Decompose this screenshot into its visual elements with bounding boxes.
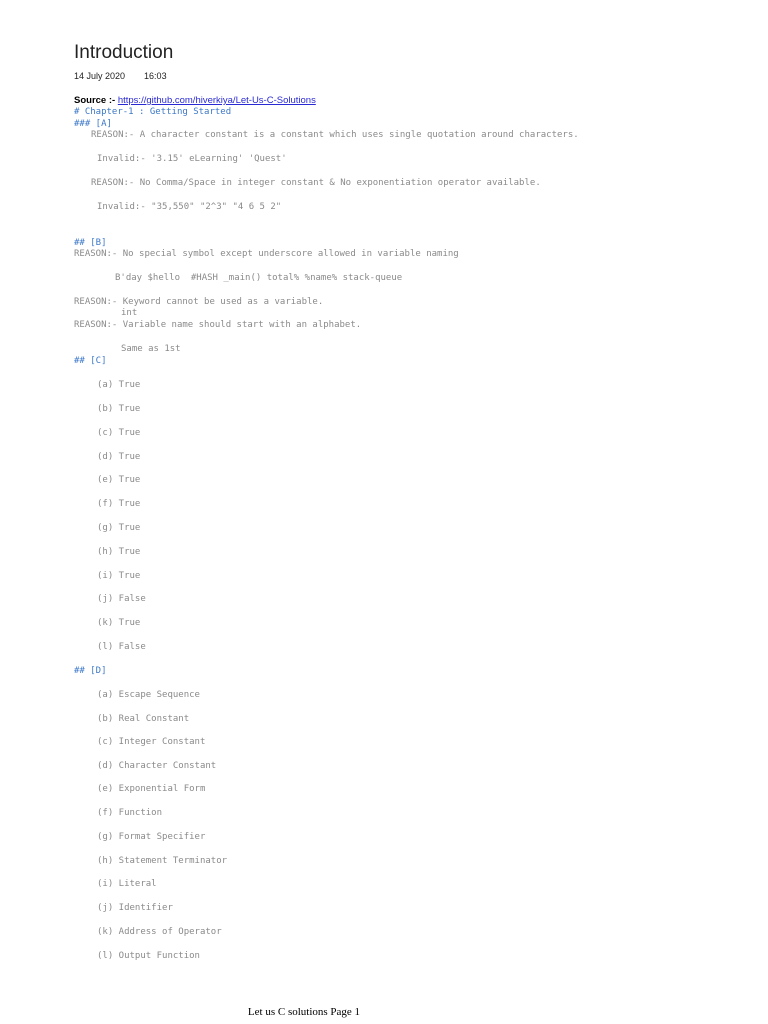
section-d-item: (e) Exponential Form	[97, 784, 206, 794]
section-c-item: (d) True	[97, 452, 141, 462]
section-c-item: (l) False	[97, 642, 146, 652]
section-c-item: (g) True	[97, 523, 141, 533]
section-a-heading: ### [A]	[74, 119, 112, 129]
section-d-item: (d) Character Constant	[97, 761, 217, 771]
section-b-heading: ## [B]	[74, 238, 107, 248]
source-line	[74, 95, 316, 106]
page-footer: Let us C solutions Page 1	[247, 1006, 361, 1018]
section-d-item: (c) Integer Constant	[97, 737, 206, 747]
section-b-same: Same as 1st	[121, 344, 181, 354]
note-timestamp	[74, 71, 167, 81]
section-d-item: (k) Address of Operator	[97, 927, 222, 937]
section-a-reason-2: REASON:- No Comma/Space in integer constant & No exponentiation operator available.	[91, 178, 541, 188]
section-c-item: (i) True	[97, 571, 141, 581]
section-c-heading: ## [C]	[74, 356, 107, 366]
section-c-item: (b) True	[97, 404, 141, 414]
page-title: Introduction	[74, 42, 174, 63]
section-b-examples: B'day $hello #HASH _main() total% %name% stack-queue	[115, 273, 403, 283]
section-c-item: (j) False	[97, 594, 146, 604]
section-b-reason-1: REASON:- No special symbol except underscore allowed in variable naming	[74, 249, 459, 259]
chapter-heading: # Chapter-1 : Getting Started	[74, 107, 232, 117]
section-d-item: (a) Escape Sequence	[97, 690, 200, 700]
section-a-invalid-2: Invalid:- "35,550" "2^3" "4 6 5 2"	[97, 202, 282, 212]
section-b-keyword: int	[121, 308, 138, 318]
note-date: 14 July 2020	[74, 71, 126, 81]
section-c-item: (f) True	[97, 499, 141, 509]
section-d-item: (l) Output Function	[97, 951, 200, 961]
note-time: 16:03	[144, 71, 167, 81]
section-d-item: (f) Function	[97, 808, 163, 818]
section-b-reason-2: REASON:- Keyword cannot be used as a variable.	[74, 297, 324, 307]
section-c-item: (h) True	[97, 547, 141, 557]
section-a-invalid-1: Invalid:- '3.15' eLearning' 'Quest'	[97, 154, 287, 164]
section-c-item: (c) True	[97, 428, 141, 438]
section-a-reason-1: REASON:- A character constant is a constant which uses single quotation around characters.	[91, 130, 579, 140]
section-d-heading: ## [D]	[74, 666, 107, 676]
section-c-item: (k) True	[97, 618, 141, 628]
section-d-item: (b) Real Constant	[97, 714, 190, 724]
source-link[interactable]: https://github.com/hiverkiya/Let-Us-C-Solutions	[117, 95, 316, 106]
section-d-item: (j) Identifier	[97, 903, 173, 913]
section-c-item: (e) True	[97, 475, 141, 485]
section-d-item: (i) Literal	[97, 879, 157, 889]
source-label: Source :-	[74, 95, 116, 106]
section-d-item: (g) Format Specifier	[97, 832, 206, 842]
section-c-item: (a) True	[97, 380, 141, 390]
section-b-reason-3: REASON:- Variable name should start with an alphabet.	[74, 320, 362, 330]
section-d-item: (h) Statement Terminator	[97, 856, 228, 866]
